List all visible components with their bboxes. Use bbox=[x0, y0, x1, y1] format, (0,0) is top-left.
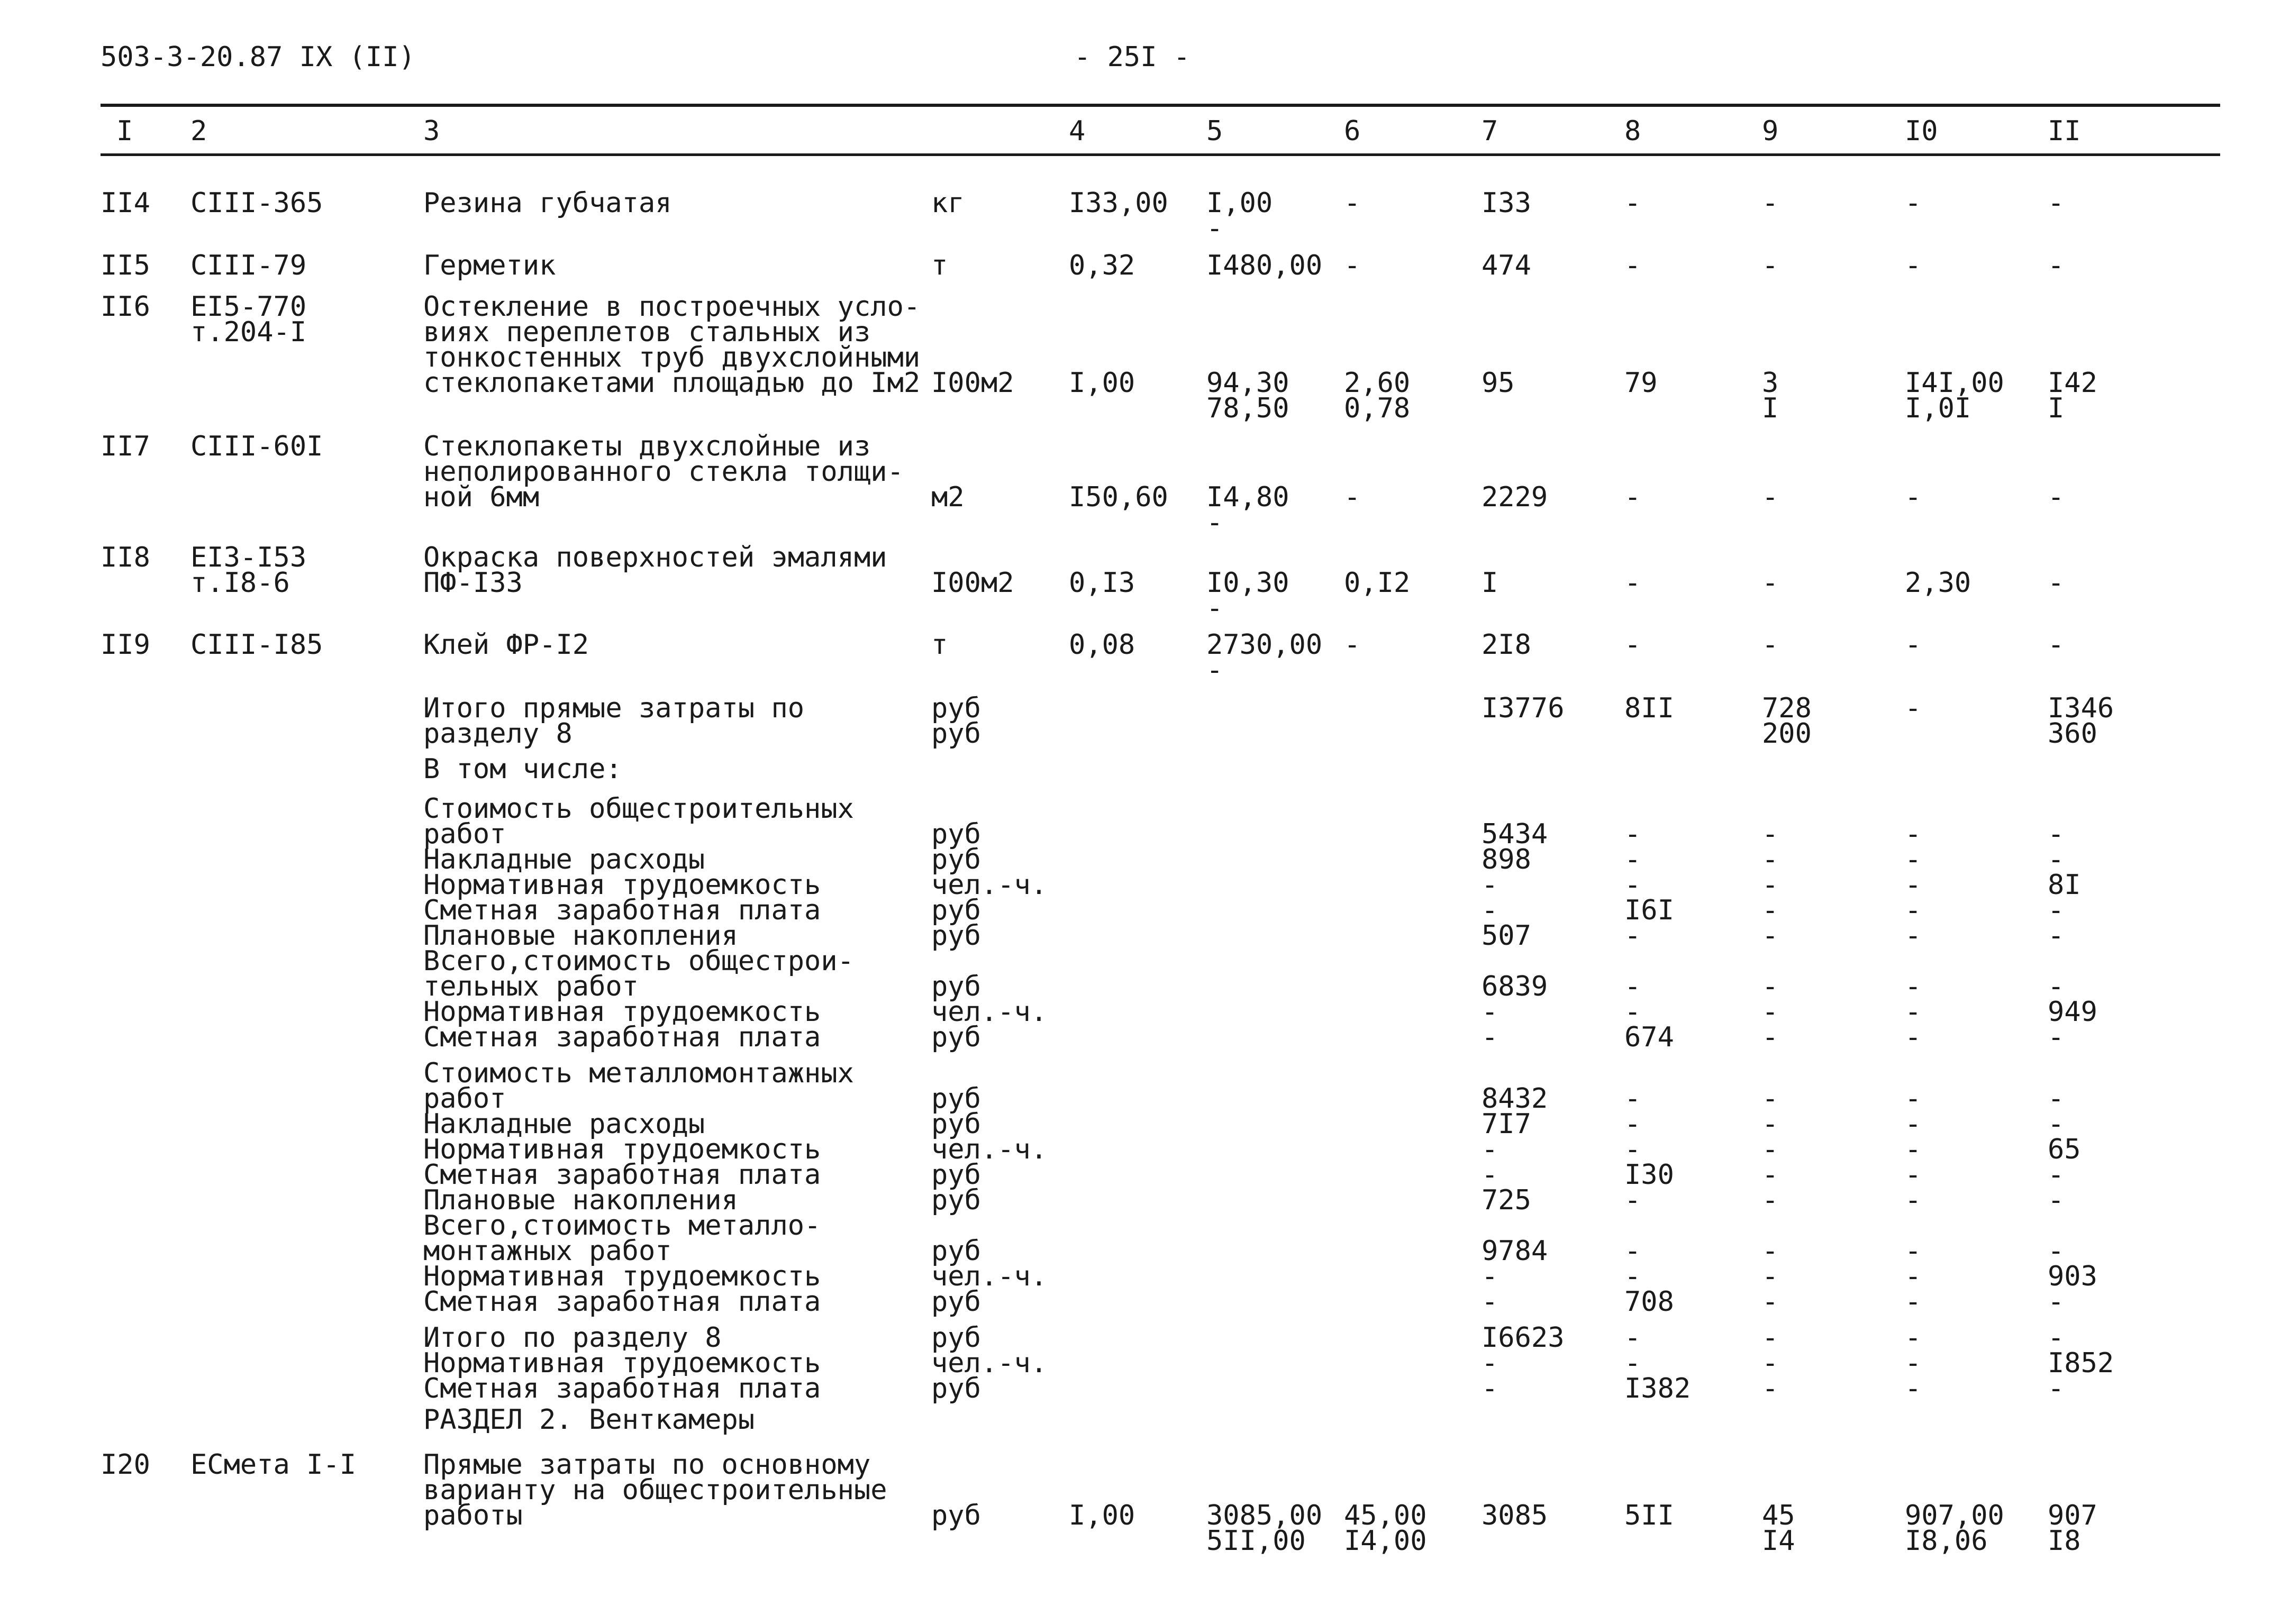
column-number: 2 bbox=[190, 115, 207, 147]
table-cell-c9: 45 I4 bbox=[1762, 1500, 1795, 1557]
table-cell-c3: Остекление в построечных усло- виях переплетов стальных из тонкостенных труб двухслойными стеклопакетами площадью до Iм2 bbox=[423, 291, 921, 399]
table-cell-c10: - - - - - - - - bbox=[1905, 818, 1922, 1053]
table-cell-c5: 2730,00 - bbox=[1206, 629, 1323, 686]
table-cell-c9: - - - bbox=[1762, 1322, 1779, 1404]
table-cell-c5: I,00 - bbox=[1206, 187, 1273, 244]
column-number: 3 bbox=[423, 115, 440, 147]
table-cell-c7: 474 bbox=[1482, 250, 1531, 281]
table-cell-c7: 5434 898 - - 507 6839 - - bbox=[1482, 818, 1548, 1053]
table-cell-c7: 8432 7I7 - - 725 9784 - - bbox=[1482, 1083, 1548, 1318]
table-cell-c11: - - 8I - - - 949 - bbox=[2048, 818, 2097, 1053]
table-cell-c9: - bbox=[1762, 187, 1779, 219]
table-cell-c9: - bbox=[1762, 481, 1779, 513]
table-cell-c10: - - - bbox=[1905, 1322, 1922, 1404]
table-cell-c3: Прямые затраты по основному варианту на общестроительные работы bbox=[423, 1449, 887, 1531]
table-cell-c9: - bbox=[1762, 629, 1779, 661]
document-code: 503-3-20.87 IX (II) bbox=[101, 41, 415, 73]
column-number: 9 bbox=[1762, 115, 1779, 147]
table-cell-c2: EСмета I-I bbox=[190, 1449, 357, 1481]
table-cell-c3: Клей ФР-I2 bbox=[423, 629, 589, 661]
table-cell-c10: 2,30 bbox=[1905, 567, 1971, 599]
table-cell-c9: 728 200 bbox=[1762, 692, 1812, 750]
table-cell-c6: - bbox=[1344, 187, 1361, 219]
table-cell-c9: - - - - - - - - bbox=[1762, 818, 1779, 1053]
table-cell-c3: Окраска поверхностей эмалями ПФ-I33 bbox=[423, 542, 887, 599]
table-cell-c1: II8 bbox=[101, 542, 150, 573]
table-cell-c3u: руб руб чел.-ч. руб руб руб чел.-ч. руб bbox=[931, 818, 1048, 1053]
table-cell-c3u: т bbox=[931, 629, 948, 661]
table-cell-c7: 95 bbox=[1482, 367, 1515, 399]
table-cell-c3u: кг bbox=[931, 187, 965, 219]
table-cell-c4: 0,32 bbox=[1069, 250, 1135, 281]
table-cell-c7: I bbox=[1482, 567, 1498, 599]
table-cell-c9: - - - - - - - - bbox=[1762, 1083, 1779, 1318]
table-cell-c11: - bbox=[2048, 629, 2065, 661]
table-cell-c3: Стоимость общестроительных работ Накладные расходы Нормативная трудоемкость Сметная заработная плата Плановые накопления Всего,стоимость общестрои- тельных работ Нормативная трудоемкость Сметная заработная плата bbox=[423, 793, 854, 1053]
table-cell-c11: I42 I bbox=[2048, 367, 2097, 424]
table-cell-c5: 3085,00 5II,00 bbox=[1206, 1500, 1323, 1557]
table-cell-c2: CIII-365 bbox=[190, 187, 323, 219]
table-cell-c11: - bbox=[2048, 567, 2065, 599]
column-number: I0 bbox=[1905, 115, 1938, 147]
table-cell-c6: 2,60 0,78 bbox=[1344, 367, 1411, 424]
table-cell-c10: - bbox=[1905, 187, 1922, 219]
table-cell-c2: CIII-79 bbox=[190, 250, 307, 281]
column-number: II bbox=[2048, 115, 2081, 147]
table-cell-c6: 0,I2 bbox=[1344, 567, 1411, 599]
table-cell-c8: 79 bbox=[1624, 367, 1658, 399]
table-cell-c7: I3776 bbox=[1482, 692, 1565, 724]
column-number: 5 bbox=[1206, 115, 1223, 147]
table-cell-c7: I33 bbox=[1482, 187, 1531, 219]
table-cell-c11: I346 360 bbox=[2048, 692, 2114, 750]
column-number: 6 bbox=[1344, 115, 1361, 147]
table-cell-c3u: т bbox=[931, 250, 948, 281]
table-cell-c3: Итого по разделу 8 Нормативная трудоемкость Сметная заработная плата bbox=[423, 1322, 821, 1404]
table-cell-c8: - - I382 bbox=[1624, 1322, 1691, 1404]
table-cell-c2: EI3-I53 т.I8-6 bbox=[190, 542, 307, 599]
table-cell-c9: - bbox=[1762, 250, 1779, 281]
table-cell-c8: - bbox=[1624, 187, 1641, 219]
table-cell-c11: - bbox=[2048, 481, 2065, 513]
table-cell-c3: Стоимость металломонтажных работ Накладные расходы Нормативная трудоемкость Сметная заработная плата Плановые накопления Всего,стоимость металло- монтажных работ Нормативная трудоемкость Сметная заработная плата bbox=[423, 1057, 854, 1318]
table-cell-c5: 94,30 78,50 bbox=[1206, 367, 1289, 424]
table-cell-c11: - - 65 - - - 903 - bbox=[2048, 1083, 2097, 1318]
table-cell-c3: Итого прямые затраты по разделу 8 bbox=[423, 692, 805, 750]
table-cell-c1: II5 bbox=[101, 250, 150, 281]
column-number: 4 bbox=[1069, 115, 1086, 147]
table-cell-c9: - bbox=[1762, 567, 1779, 599]
table-cell-c11: - bbox=[2048, 250, 2065, 281]
column-number: I bbox=[116, 115, 133, 147]
table-cell-c2: EI5-770 т.204-I bbox=[190, 291, 307, 348]
table-cell-c4: 0,I3 bbox=[1069, 567, 1135, 599]
table-cell-c11: - bbox=[2048, 187, 2065, 219]
table-cell-c10: - bbox=[1905, 692, 1922, 724]
table-cell-c6: - bbox=[1344, 481, 1361, 513]
table-cell-c5: I4,80 - bbox=[1206, 481, 1289, 539]
table-cell-c1: II9 bbox=[101, 629, 150, 661]
table-cell-c10: - bbox=[1905, 481, 1922, 513]
table-cell-c11: 907 I8 bbox=[2048, 1500, 2097, 1557]
table-cell-c6: - bbox=[1344, 250, 1361, 281]
table-cell-c8: 8II bbox=[1624, 692, 1674, 724]
table-cell-c3: В том числе: bbox=[423, 753, 622, 785]
table-cell-c10: - - - - - - - - bbox=[1905, 1083, 1922, 1318]
table-cell-c5: I480,00 bbox=[1206, 250, 1323, 281]
table-cell-c3u: руб руб чел.-ч. руб руб руб чел.-ч. руб bbox=[931, 1083, 1048, 1318]
table-cell-c3u: I00м2 bbox=[931, 567, 1014, 599]
column-number: 7 bbox=[1482, 115, 1498, 147]
table-cell-c5: I0,30 - bbox=[1206, 567, 1289, 624]
table-cell-c1: I20 bbox=[101, 1449, 150, 1481]
table-cell-c8: - bbox=[1624, 250, 1641, 281]
table-header-rule bbox=[101, 153, 2220, 156]
table-cell-c3u: руб руб bbox=[931, 692, 981, 750]
table-cell-c7: 2229 bbox=[1482, 481, 1548, 513]
table-cell-c10: 907,00 I8,06 bbox=[1905, 1500, 2004, 1557]
table-cell-c3: РАЗДЕЛ 2. Венткамеры bbox=[423, 1404, 755, 1436]
table-cell-c8: - - - I30 - - - 708 bbox=[1624, 1083, 1674, 1318]
table-cell-c8: - bbox=[1624, 567, 1641, 599]
table-cell-c3u: руб чел.-ч. руб bbox=[931, 1322, 1048, 1404]
table-cell-c4: I,00 bbox=[1069, 1500, 1135, 1531]
table-cell-c10: - bbox=[1905, 250, 1922, 281]
table-cell-c4: 0,08 bbox=[1069, 629, 1135, 661]
table-cell-c7: I6623 - - bbox=[1482, 1322, 1565, 1404]
table-cell-c10: - bbox=[1905, 629, 1922, 661]
table-top-rule bbox=[101, 104, 2220, 107]
table-cell-c8: 5II bbox=[1624, 1500, 1674, 1531]
column-number: 8 bbox=[1624, 115, 1641, 147]
table-cell-c2: CIII-I85 bbox=[190, 629, 323, 661]
table-cell-c2: CIII-60I bbox=[190, 431, 323, 462]
table-cell-c1: II6 bbox=[101, 291, 150, 323]
table-cell-c8: - bbox=[1624, 481, 1641, 513]
table-cell-c1: II7 bbox=[101, 431, 150, 462]
table-cell-c3u: руб bbox=[931, 1500, 981, 1531]
table-cell-c1: II4 bbox=[101, 187, 150, 219]
table-cell-c4: I33,00 bbox=[1069, 187, 1168, 219]
table-cell-c3u: м2 bbox=[931, 481, 965, 513]
table-cell-c9: 3 I bbox=[1762, 367, 1779, 424]
page-number: - 25I - bbox=[1074, 41, 1191, 73]
table-cell-c7: 2I8 bbox=[1482, 629, 1531, 661]
table-cell-c6: - bbox=[1344, 629, 1361, 661]
table-cell-c10: I4I,00 I,0I bbox=[1905, 367, 2004, 424]
table-cell-c3: Стеклопакеты двухслойные из неполированного стекла толщи- ной 6мм bbox=[423, 431, 904, 513]
table-cell-c8: - bbox=[1624, 629, 1641, 661]
table-cell-c7: 3085 bbox=[1482, 1500, 1548, 1531]
table-cell-c8: - - - I6I - - - 674 bbox=[1624, 818, 1674, 1053]
table-cell-c3u: I00м2 bbox=[931, 367, 1014, 399]
table-cell-c3: Герметик bbox=[423, 250, 556, 281]
table-cell-c4: I50,60 bbox=[1069, 481, 1168, 513]
table-cell-c6: 45,00 I4,00 bbox=[1344, 1500, 1427, 1557]
table-cell-c4: I,00 bbox=[1069, 367, 1135, 399]
table-cell-c3: Резина губчатая bbox=[423, 187, 672, 219]
table-cell-c11: - I852 - bbox=[2048, 1322, 2114, 1404]
